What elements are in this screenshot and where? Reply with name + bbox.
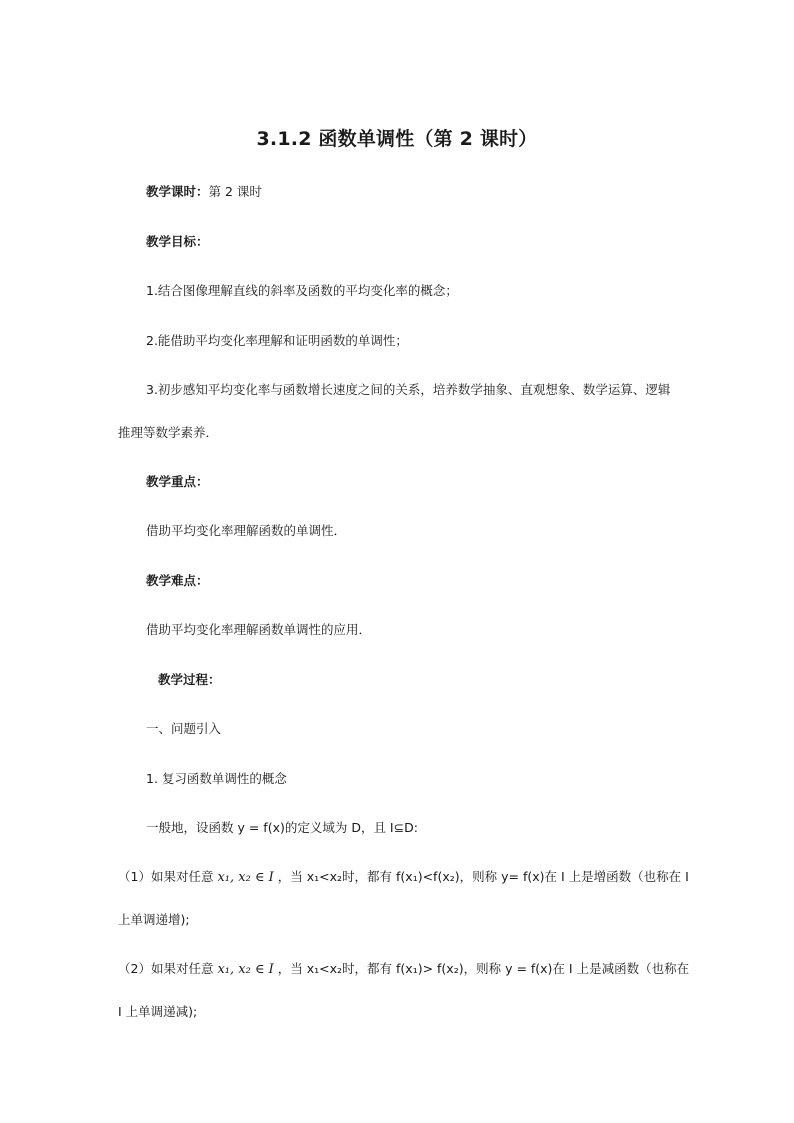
definition-intro: 一般地，设函数 y = f(x)的定义域为 D，且 I⊆D: (146, 820, 418, 835)
case-1-middle: ，当 x₁<x₂时，都有 f(x₁)<f(x₂)，则称 y= f(x)在 I 上是增函数（也称在 I (273, 869, 689, 884)
lesson-time-line (146, 184, 262, 200)
page-title: 3.1.2 函数单调性（第 2 课时） (256, 128, 538, 150)
case-1-prefix: （1）如果对任意 (118, 869, 218, 884)
subsection-1-heading: 1. 复习函数单调性的概念 (146, 771, 287, 786)
difficulties-text: 借助平均变化率理解函数单调性的应用． (146, 622, 372, 637)
lesson-time-label: 教学课时： (146, 184, 209, 199)
case-2-line-2: I 上单调递减); (118, 1004, 198, 1019)
case-2-line-1 (118, 961, 689, 978)
process-heading: 教学过程： (158, 672, 221, 687)
key-points-heading: 教学重点： (146, 474, 209, 489)
objective-item-2: 2.能借助平均变化率理解和证明函数的单调性； (146, 333, 408, 348)
objectives-heading: 教学目标： (146, 234, 209, 249)
case-1-line-1 (118, 869, 689, 886)
case-2-middle: ，当 x₁<x₂时，都有 f(x₁)> f(x₂)，则称 y = f(x)在 I 上是减函数（也称在 (273, 961, 690, 976)
section-1-heading: 一、问题引入 (146, 721, 222, 736)
objective-item-3-line-2: 推理等数学素养． (118, 425, 219, 440)
case-2-math: x₁, x₂ ∈ I (217, 962, 274, 977)
objective-item-3-line-1: 3.初步感知平均变化率与函数增长速度之间的关系，培养数学抽象、直观想象、数学运算、逻辑 (146, 382, 671, 397)
lesson-time-value: 第 2 课时 (208, 184, 262, 199)
key-points-text: 借助平均变化率理解函数的单调性． (146, 523, 347, 538)
case-1-math: x₁, x₂ ∈ I (217, 870, 274, 885)
difficulties-heading: 教学难点： (146, 573, 209, 588)
objective-item-1: 1.结合图像理解直线的斜率及函数的平均变化率的概念； (146, 283, 458, 298)
case-2-prefix: （2）如果对任意 (118, 961, 218, 976)
case-1-line-2: 上单调递增); (118, 912, 190, 927)
